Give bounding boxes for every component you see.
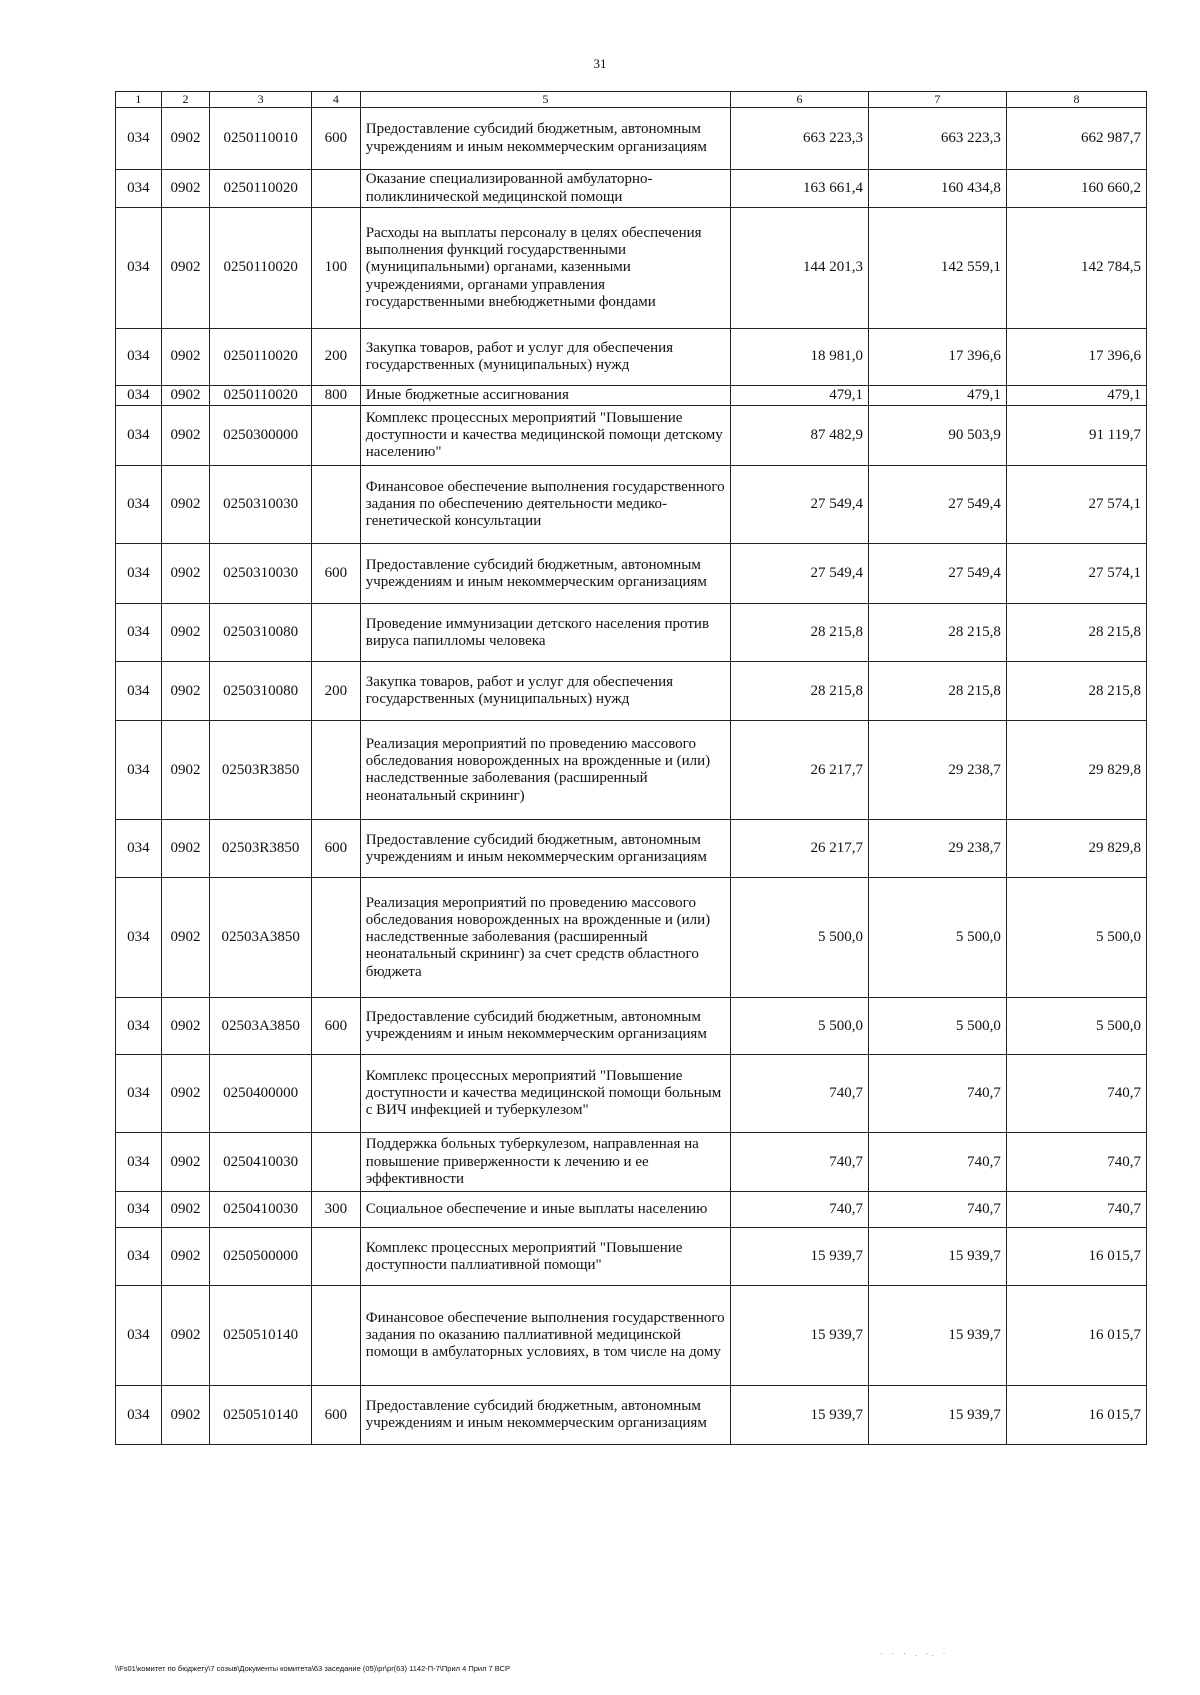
column-header: 6	[731, 92, 869, 108]
description-cell: Комплекс процессных мероприятий "Повышение доступности и качества медицинской помощи больным с ВИЧ инфекцией и туберкулезом"	[360, 1055, 730, 1133]
expense-type-cell: 300	[312, 1192, 361, 1228]
budget-code-cell: 034	[116, 1133, 162, 1192]
expense-type-cell: 100	[312, 208, 361, 329]
column-header: 7	[868, 92, 1006, 108]
amount-col7-cell: 15 939,7	[868, 1286, 1006, 1386]
budget-code-cell: 034	[116, 721, 162, 820]
expense-type-cell	[312, 721, 361, 820]
budget-code-cell: 034	[116, 386, 162, 406]
expense-type-cell	[312, 1286, 361, 1386]
amount-col8-cell: 740,7	[1006, 1133, 1146, 1192]
amount-col7-cell: 15 939,7	[868, 1228, 1006, 1286]
description-cell: Предоставление субсидий бюджетным, автономным учреждениям и иным некоммерческим организациям	[360, 108, 730, 170]
amount-col8-cell: 142 784,5	[1006, 208, 1146, 329]
section-code-cell: 0902	[161, 1055, 210, 1133]
column-header: 3	[210, 92, 312, 108]
table-row	[116, 604, 1147, 662]
amount-col8-cell: 28 215,8	[1006, 662, 1146, 721]
target-article-cell: 0250310080	[210, 662, 312, 721]
expense-type-cell	[312, 170, 361, 208]
expense-type-cell: 600	[312, 544, 361, 604]
section-code-cell: 0902	[161, 820, 210, 878]
section-code-cell: 0902	[161, 1133, 210, 1192]
amount-col6-cell: 15 939,7	[731, 1386, 869, 1445]
description-cell: Закупка товаров, работ и услуг для обеспечения государственных (муниципальных) нужд	[360, 662, 730, 721]
amount-col6-cell: 15 939,7	[731, 1286, 869, 1386]
target-article-cell: 0250310080	[210, 604, 312, 662]
amount-col7-cell: 740,7	[868, 1192, 1006, 1228]
section-code-cell: 0902	[161, 1192, 210, 1228]
section-code-cell: 0902	[161, 329, 210, 386]
table-row	[116, 1228, 1147, 1286]
section-code-cell: 0902	[161, 208, 210, 329]
expense-type-cell	[312, 604, 361, 662]
budget-code-cell: 034	[116, 1192, 162, 1228]
expense-type-cell	[312, 1228, 361, 1286]
budget-code-cell: 034	[116, 544, 162, 604]
description-cell: Иные бюджетные ассигнования	[360, 386, 730, 406]
amount-col6-cell: 163 661,4	[731, 170, 869, 208]
budget-code-cell: 034	[116, 406, 162, 466]
table-row	[116, 878, 1147, 998]
budget-code-cell: 034	[116, 820, 162, 878]
amount-col8-cell: 29 829,8	[1006, 820, 1146, 878]
amount-col6-cell: 26 217,7	[731, 721, 869, 820]
target-article-cell: 0250400000	[210, 1055, 312, 1133]
budget-code-cell: 034	[116, 108, 162, 170]
amount-col8-cell: 5 500,0	[1006, 998, 1146, 1055]
table-row	[116, 1386, 1147, 1445]
amount-col6-cell: 5 500,0	[731, 998, 869, 1055]
section-code-cell: 0902	[161, 1386, 210, 1445]
table-row	[116, 998, 1147, 1055]
amount-col7-cell: 160 434,8	[868, 170, 1006, 208]
description-cell: Комплекс процессных мероприятий "Повышение доступности и качества медицинской помощи детскому населению"	[360, 406, 730, 466]
footer-file-path: \\Fs01\комитет по бюджету\7 созыв\Документы комитета\63 заседание (05)\pr\pr(63) 1142-П-7\Прил 4 Прил 7 ВСР	[115, 1664, 510, 1673]
amount-col7-cell: 142 559,1	[868, 208, 1006, 329]
amount-col6-cell: 479,1	[731, 386, 869, 406]
table-row	[116, 108, 1147, 170]
target-article-cell: 02503R3850	[210, 721, 312, 820]
section-code-cell: 0902	[161, 998, 210, 1055]
target-article-cell: 0250510140	[210, 1386, 312, 1445]
expense-type-cell: 600	[312, 998, 361, 1055]
description-cell: Проведение иммунизации детского населения против вируса папилломы человека	[360, 604, 730, 662]
amount-col6-cell: 663 223,3	[731, 108, 869, 170]
target-article-cell: 02503A3850	[210, 998, 312, 1055]
amount-col8-cell: 740,7	[1006, 1192, 1146, 1228]
amount-col7-cell: 27 549,4	[868, 544, 1006, 604]
amount-col6-cell: 26 217,7	[731, 820, 869, 878]
description-cell: Реализация мероприятий по проведению массового обследования новорожденных на врожденные и (или) наследственные заболевания (расширенный неонатальный скрининг)	[360, 721, 730, 820]
description-cell: Комплекс процессных мероприятий "Повышение доступности паллиативной помощи"	[360, 1228, 730, 1286]
amount-col6-cell: 28 215,8	[731, 604, 869, 662]
amount-col6-cell: 28 215,8	[731, 662, 869, 721]
description-cell: Финансовое обеспечение выполнения государственного задания по обеспечению деятельности медико-генетической консультации	[360, 466, 730, 544]
amount-col7-cell: 27 549,4	[868, 466, 1006, 544]
amount-col8-cell: 17 396,6	[1006, 329, 1146, 386]
description-cell: Закупка товаров, работ и услуг для обеспечения государственных (муниципальных) нужд	[360, 329, 730, 386]
budget-code-cell: 034	[116, 170, 162, 208]
amount-col8-cell: 16 015,7	[1006, 1228, 1146, 1286]
amount-col7-cell: 15 939,7	[868, 1386, 1006, 1445]
budget-table	[115, 91, 1147, 1445]
description-cell: Расходы на выплаты персоналу в целях обеспечения выполнения функций государственными (муниципальными) органами, казенными учреждениями, органами управления государственными внебюджетными фондами	[360, 208, 730, 329]
amount-col7-cell: 90 503,9	[868, 406, 1006, 466]
column-header: 5	[360, 92, 730, 108]
description-cell: Предоставление субсидий бюджетным, автономным учреждениям и иным некоммерческим организациям	[360, 998, 730, 1055]
table-row	[116, 1055, 1147, 1133]
description-cell: Предоставление субсидий бюджетным, автономным учреждениям и иным некоммерческим организациям	[360, 544, 730, 604]
budget-code-cell: 034	[116, 1286, 162, 1386]
expense-type-cell: 600	[312, 820, 361, 878]
amount-col8-cell: 479,1	[1006, 386, 1146, 406]
column-header: 4	[312, 92, 361, 108]
section-code-cell: 0902	[161, 386, 210, 406]
amount-col6-cell: 5 500,0	[731, 878, 869, 998]
amount-col8-cell: 91 119,7	[1006, 406, 1146, 466]
expense-type-cell: 200	[312, 329, 361, 386]
expense-type-cell: 600	[312, 108, 361, 170]
expense-type-cell: 600	[312, 1386, 361, 1445]
amount-col8-cell: 27 574,1	[1006, 466, 1146, 544]
table-row	[116, 820, 1147, 878]
amount-col8-cell: 27 574,1	[1006, 544, 1146, 604]
amount-col6-cell: 15 939,7	[731, 1228, 869, 1286]
table-row	[116, 386, 1147, 406]
expense-type-cell: 200	[312, 662, 361, 721]
amount-col7-cell: 29 238,7	[868, 820, 1006, 878]
section-code-cell: 0902	[161, 406, 210, 466]
description-cell: Реализация мероприятий по проведению массового обследования новорожденных на врожденные и (или) наследственные заболевания (расширенный неонатальный скрининг) за счет средств областного бюджета	[360, 878, 730, 998]
budget-code-cell: 034	[116, 466, 162, 544]
section-code-cell: 0902	[161, 466, 210, 544]
description-cell: Поддержка больных туберкулезом, направленная на повышение приверженности к лечению и ее эффективности	[360, 1133, 730, 1192]
amount-col8-cell: 160 660,2	[1006, 170, 1146, 208]
amount-col6-cell: 740,7	[731, 1055, 869, 1133]
expense-type-cell: 800	[312, 386, 361, 406]
table-row	[116, 1133, 1147, 1192]
amount-col6-cell: 87 482,9	[731, 406, 869, 466]
expense-type-cell	[312, 878, 361, 998]
section-code-cell: 0902	[161, 1228, 210, 1286]
amount-col6-cell: 27 549,4	[731, 466, 869, 544]
amount-col7-cell: 479,1	[868, 386, 1006, 406]
amount-col6-cell: 18 981,0	[731, 329, 869, 386]
column-header: 8	[1006, 92, 1146, 108]
expense-type-cell	[312, 406, 361, 466]
target-article-cell: 0250310030	[210, 544, 312, 604]
section-code-cell: 0902	[161, 878, 210, 998]
target-article-cell: 0250510140	[210, 1286, 312, 1386]
target-article-cell: 0250410030	[210, 1133, 312, 1192]
description-cell: Социальное обеспечение и иные выплаты населению	[360, 1192, 730, 1228]
amount-col8-cell: 28 215,8	[1006, 604, 1146, 662]
column-header: 2	[161, 92, 210, 108]
amount-col7-cell: 663 223,3	[868, 108, 1006, 170]
target-article-cell: 02503A3850	[210, 878, 312, 998]
budget-code-cell: 034	[116, 878, 162, 998]
table-row	[116, 466, 1147, 544]
table-row	[116, 1192, 1147, 1228]
target-article-cell: 0250110020	[210, 329, 312, 386]
section-code-cell: 0902	[161, 1286, 210, 1386]
table-row	[116, 662, 1147, 721]
amount-col7-cell: 29 238,7	[868, 721, 1006, 820]
amount-col8-cell: 16 015,7	[1006, 1286, 1146, 1386]
table-row	[116, 208, 1147, 329]
budget-code-cell: 034	[116, 998, 162, 1055]
amount-col8-cell: 740,7	[1006, 1055, 1146, 1133]
description-cell: Оказание специализированной амбулаторно-поликлинической медицинской помощи	[360, 170, 730, 208]
description-cell: Финансовое обеспечение выполнения государственного задания по оказанию паллиативной медицинской помощи в амбулаторных условиях, в том числе на дому	[360, 1286, 730, 1386]
expense-type-cell	[312, 1055, 361, 1133]
amount-col6-cell: 740,7	[731, 1133, 869, 1192]
amount-col7-cell: 28 215,8	[868, 604, 1006, 662]
target-article-cell: 0250110020	[210, 208, 312, 329]
section-code-cell: 0902	[161, 662, 210, 721]
table-row	[116, 1286, 1147, 1386]
table-row	[116, 170, 1147, 208]
budget-code-cell: 034	[116, 1228, 162, 1286]
amount-col7-cell: 5 500,0	[868, 878, 1006, 998]
section-code-cell: 0902	[161, 544, 210, 604]
budget-code-cell: 034	[116, 1386, 162, 1445]
target-article-cell: 0250300000	[210, 406, 312, 466]
amount-col6-cell: 144 201,3	[731, 208, 869, 329]
table-row	[116, 544, 1147, 604]
target-article-cell: 0250310030	[210, 466, 312, 544]
amount-col8-cell: 29 829,8	[1006, 721, 1146, 820]
section-code-cell: 0902	[161, 108, 210, 170]
amount-col7-cell: 5 500,0	[868, 998, 1006, 1055]
budget-code-cell: 034	[116, 208, 162, 329]
table-row	[116, 329, 1147, 386]
description-cell: Предоставление субсидий бюджетным, автономным учреждениям и иным некоммерческим организациям	[360, 1386, 730, 1445]
scan-artifact: · · · . ·. ·	[880, 1648, 949, 1658]
budget-code-cell: 034	[116, 329, 162, 386]
section-code-cell: 0902	[161, 721, 210, 820]
section-code-cell: 0902	[161, 604, 210, 662]
target-article-cell: 0250110020	[210, 386, 312, 406]
table-row	[116, 406, 1147, 466]
page-number: 31	[593, 56, 607, 71]
amount-col6-cell: 27 549,4	[731, 544, 869, 604]
expense-type-cell	[312, 1133, 361, 1192]
amount-col7-cell: 28 215,8	[868, 662, 1006, 721]
expense-type-cell	[312, 466, 361, 544]
amount-col7-cell: 740,7	[868, 1133, 1006, 1192]
budget-code-cell: 034	[116, 662, 162, 721]
amount-col8-cell: 16 015,7	[1006, 1386, 1146, 1445]
budget-code-cell: 034	[116, 1055, 162, 1133]
target-article-cell: 0250500000	[210, 1228, 312, 1286]
table-header-row	[116, 92, 1147, 108]
column-header: 1	[116, 92, 162, 108]
table-row	[116, 721, 1147, 820]
target-article-cell: 02503R3850	[210, 820, 312, 878]
target-article-cell: 0250110010	[210, 108, 312, 170]
amount-col8-cell: 662 987,7	[1006, 108, 1146, 170]
amount-col6-cell: 740,7	[731, 1192, 869, 1228]
target-article-cell: 0250410030	[210, 1192, 312, 1228]
section-code-cell: 0902	[161, 170, 210, 208]
description-cell: Предоставление субсидий бюджетным, автономным учреждениям и иным некоммерческим организациям	[360, 820, 730, 878]
target-article-cell: 0250110020	[210, 170, 312, 208]
amount-col7-cell: 740,7	[868, 1055, 1006, 1133]
budget-code-cell: 034	[116, 604, 162, 662]
amount-col8-cell: 5 500,0	[1006, 878, 1146, 998]
amount-col7-cell: 17 396,6	[868, 329, 1006, 386]
